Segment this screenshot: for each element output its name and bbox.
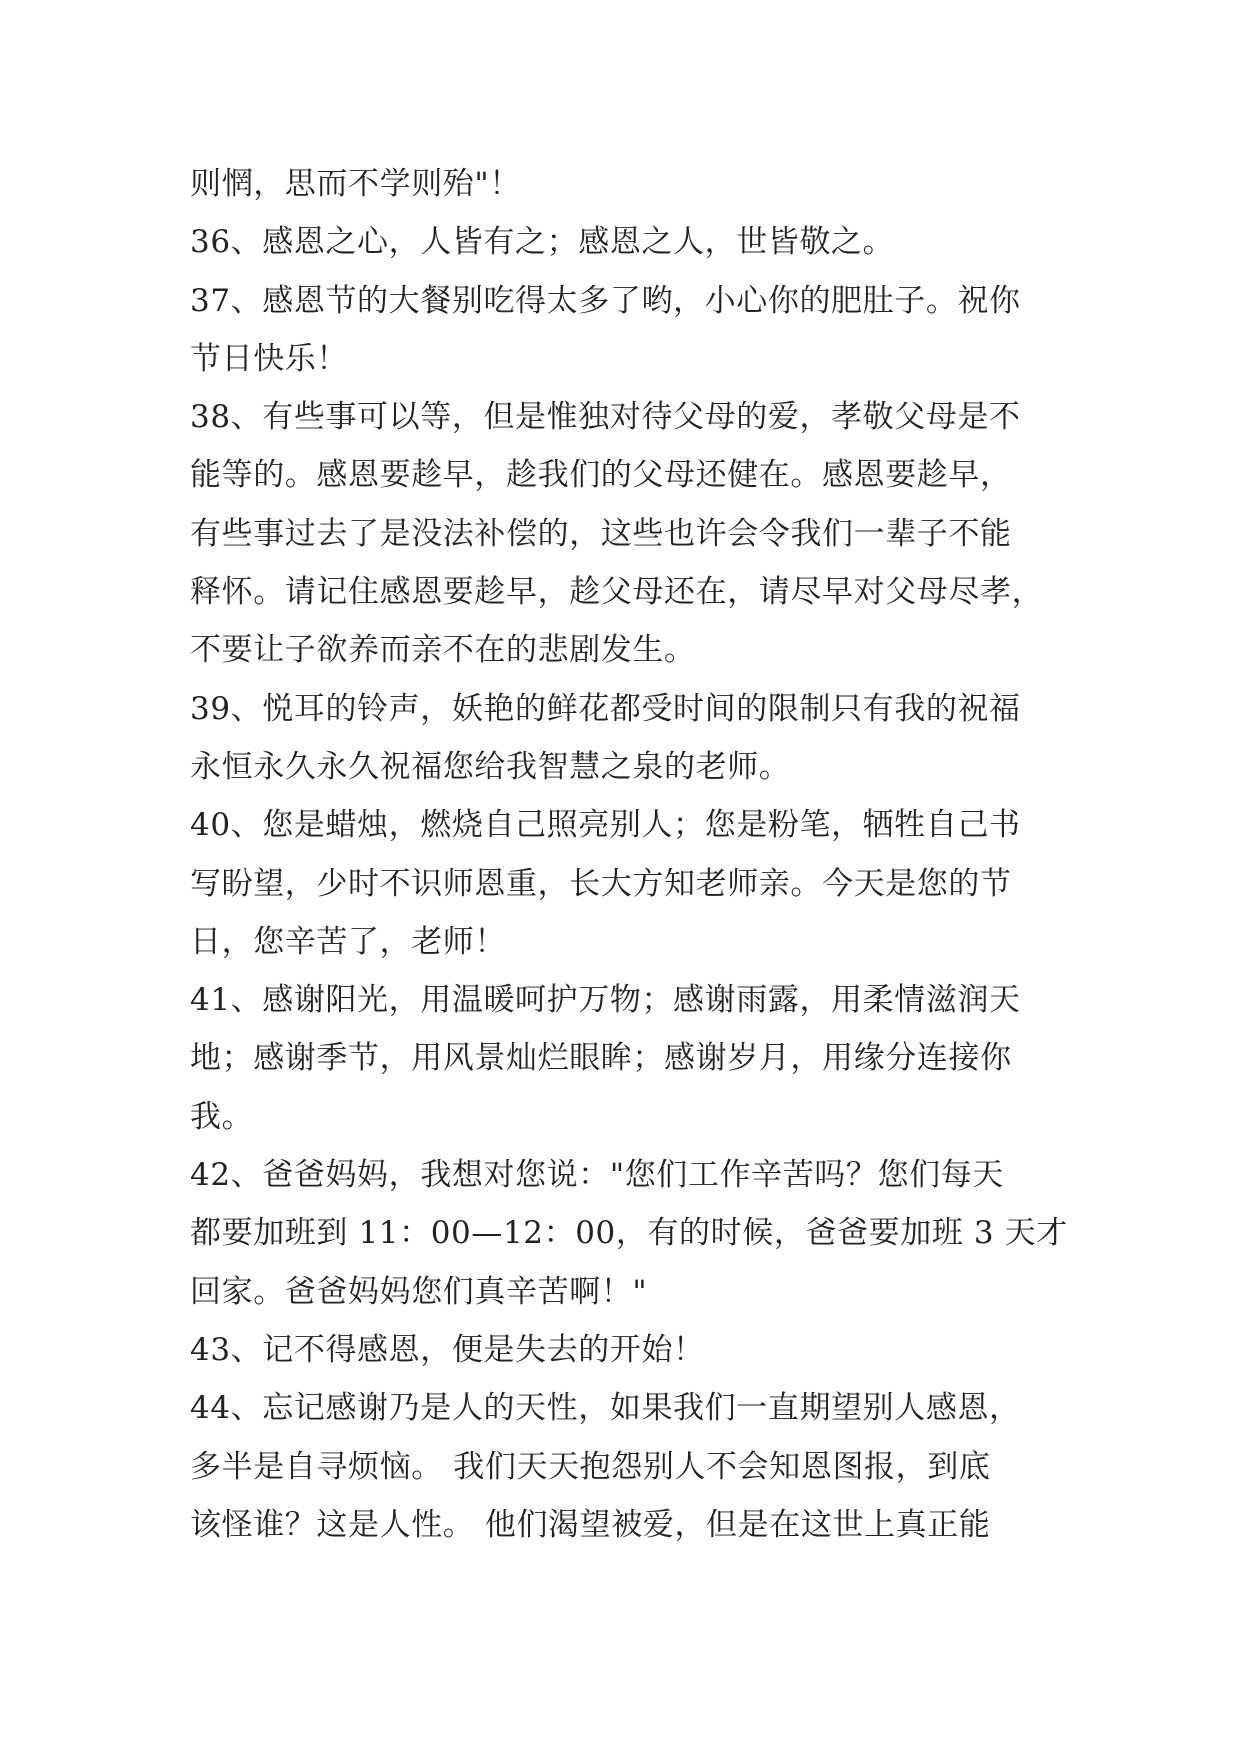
text-line: 44、忘记感谢乃是人的天性，如果我们一直期望别人感恩， xyxy=(190,1390,1021,1427)
text-line: 永恒永久永久祝福您给我智慧之泉的老师。 xyxy=(190,748,791,785)
text-line: 36、感恩之心，人皆有之；感恩之人，世皆敬之。 xyxy=(190,224,895,261)
text-line: 39、悦耳的铃声，妖艳的鲜花都受时间的限制只有我的祝福 xyxy=(190,690,1021,727)
text-line: 有些事过去了是没法补偿的，这些也许会令我们一辈子不能 xyxy=(190,515,1012,552)
text-line: 多半是自寻烦恼。 我们天天抱怨别人不会知恩图报，到底 xyxy=(190,1448,991,1485)
text-line: 则惘，思而不学则殆"！ xyxy=(190,166,521,202)
text-line: 日，您辛苦了，老师！ xyxy=(190,923,506,960)
text-line: 都要加班到 11：00—12：00，有的时候，爸爸要加班 3 天才 xyxy=(190,1215,1068,1252)
text-line: 节日快乐！ xyxy=(190,340,348,377)
text-line: 该怪谁？这是人性。 他们渴望被爱，但是在这世上真正能 xyxy=(190,1506,991,1543)
text-line: 地；感谢季节，用风景灿烂眼眸；感谢岁月，用缘分连接你 xyxy=(190,1040,1012,1077)
text-line: 41、感谢阳光，用温暖呵护万物；感谢雨露，用柔情滋润天 xyxy=(190,982,1021,1019)
text-line: 不要让子欲养而亲不在的悲剧发生。 xyxy=(190,632,696,669)
text-line: 能等的。感恩要趁早，趁我们的父母还健在。感恩要趁早， xyxy=(190,457,1012,494)
text-line: 43、记不得感恩，便是失去的开始！ xyxy=(190,1331,705,1368)
document-body xyxy=(190,155,1068,1554)
text-line: 释怀。请记住感恩要趁早，趁父母还在，请尽早对父母尽孝， xyxy=(190,574,1044,611)
text-line: 回家。爸爸妈妈您们真辛苦啊！" xyxy=(190,1273,648,1310)
text-line: 40、您是蜡烛，燃烧自己照亮别人；您是粉笔，牺牲自己书 xyxy=(190,807,1021,844)
text-line: 42、爸爸妈妈，我想对您说："您们工作辛苦吗？您们每天 xyxy=(190,1157,1004,1194)
text-line: 写盼望，少时不识师恩重，长大方知老师亲。今天是您的节 xyxy=(190,865,1012,902)
text-line: 37、感恩节的大餐别吃得太多了哟，小心你的肥肚子。祝你 xyxy=(190,282,1021,319)
text-line: 38、有些事可以等，但是惟独对待父母的爱，孝敬父母是不 xyxy=(190,399,1021,436)
text-line: 我。 xyxy=(190,1098,254,1135)
